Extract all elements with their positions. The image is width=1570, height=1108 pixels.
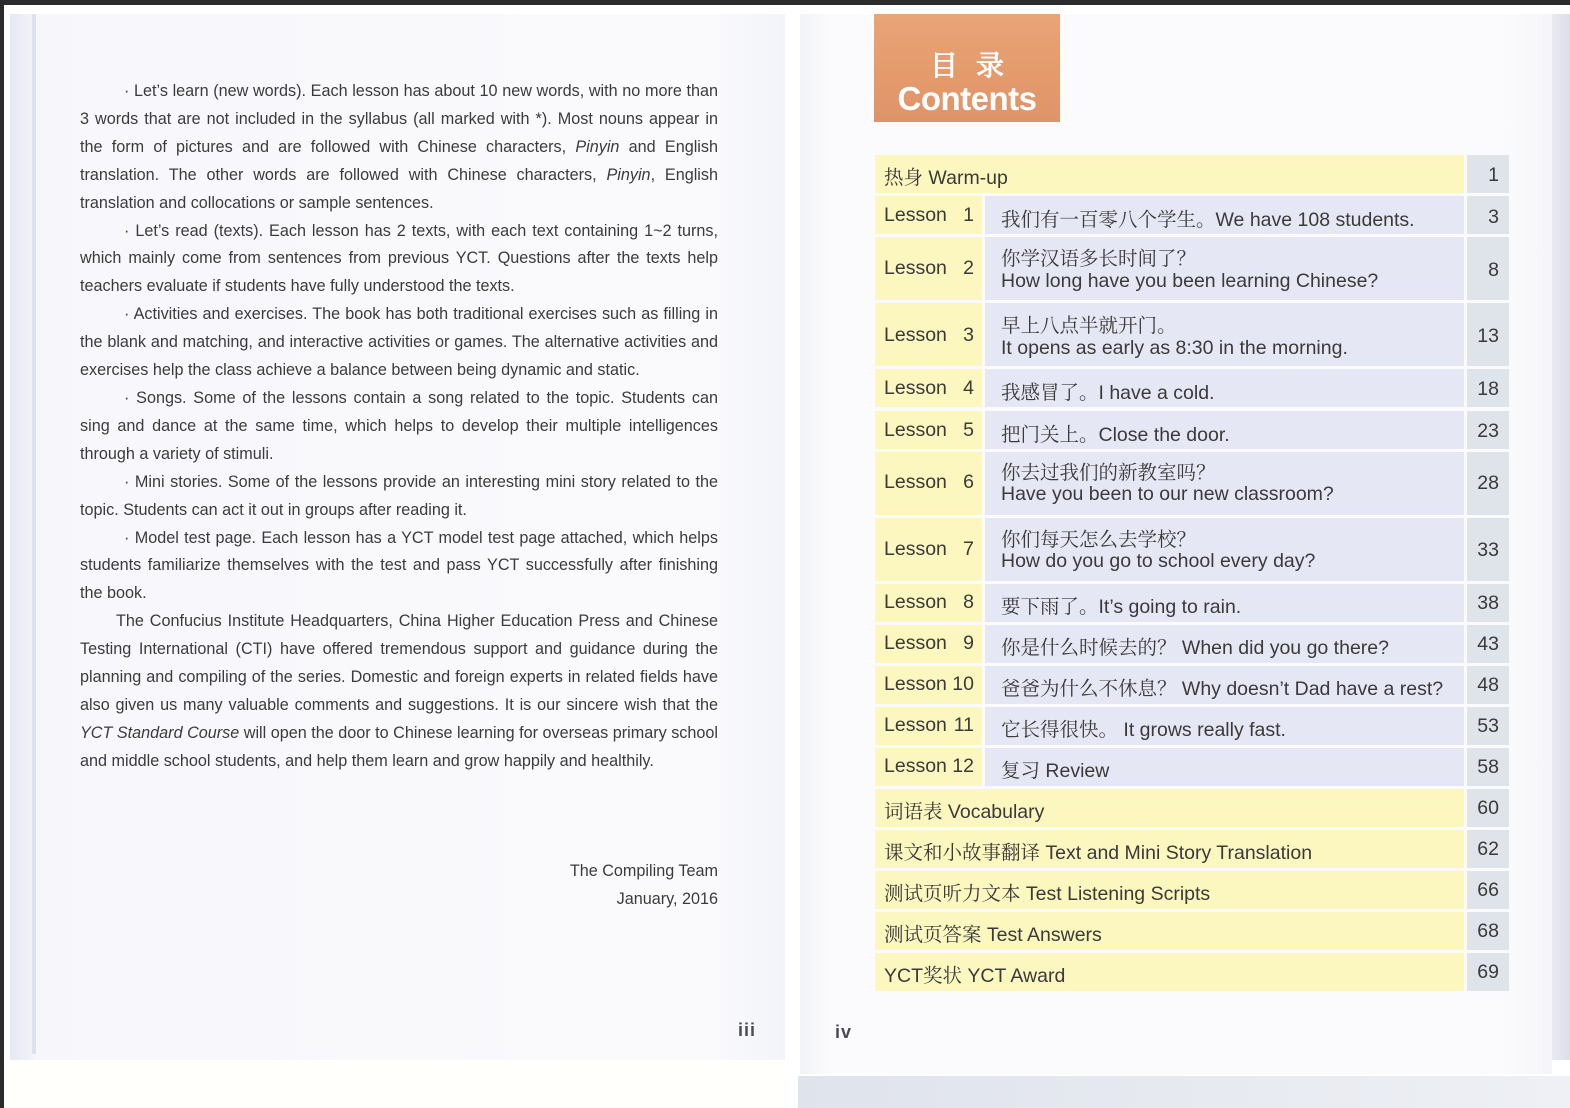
toc-lesson-number: 8 (963, 591, 974, 613)
toc-row-vocabulary[interactable] (875, 789, 1509, 827)
left-page-bottom-margin (10, 1060, 785, 1108)
toc-title: 热身 Warm-up (884, 167, 1008, 189)
toc-page-number: 68 (1477, 920, 1499, 942)
paragraph-lets-learn: · Let’s learn (new words). Each lesson has about 10 new words, with no more than 3 words that are not included in the syllabus (all marked with *). Most nouns appear in the form of pictures and are followed with Chinese characters, Pinyin and English translation. The other words are followed with Chinese characters, Pinyin, English translation and collocations or sample sentences. (80, 82, 718, 212)
toc-page-number: 69 (1477, 961, 1499, 983)
toc-row-test-answers[interactable] (875, 912, 1509, 950)
signature-team: The Compiling Team (569, 862, 718, 880)
toc-row-lesson-4[interactable] (875, 369, 1509, 407)
italic-pinyin: Pinyin (575, 137, 620, 156)
page-number-left: iii (738, 1020, 757, 1040)
toc-page-number: 48 (1477, 674, 1499, 696)
toc-lesson-label: Lesson (884, 377, 947, 399)
toc-title-english: How long have you been learning Chinese? (1001, 270, 1379, 292)
toc-lesson-label: Lesson (884, 204, 947, 226)
toc-title-chinese: 早上八点半就开门。 (1001, 315, 1177, 337)
toc-page-number: 33 (1477, 539, 1499, 561)
toc-title: 测试页答案 Test Answers (884, 924, 1102, 946)
toc-page-number: 18 (1477, 378, 1499, 400)
toc-lesson-number: 10 (952, 673, 974, 695)
toc-page-number: 1 (1488, 164, 1499, 186)
toc-page-number: 43 (1477, 633, 1499, 655)
toc-row-lesson-5[interactable] (875, 411, 1509, 449)
toc-lesson-label: Lesson (884, 257, 947, 279)
toc-title: 把门关上。Close the door. (1001, 424, 1230, 446)
toc-title: 爸爸为什么不休息？ Why doesn’t Dad have a rest? (1001, 678, 1444, 700)
toc-title: YCT奖状 YCT Award (884, 965, 1066, 987)
toc-page-number: 53 (1477, 715, 1499, 737)
toc-title-english: It opens as early as 8:30 in the morning. (1001, 337, 1348, 359)
toc-lesson-number: 9 (963, 632, 974, 654)
toc-lesson-number: 3 (963, 324, 974, 346)
toc-title: 它长得很快。 It grows really fast. (1001, 719, 1286, 741)
toc-page-number: 28 (1477, 472, 1499, 494)
italic-pinyin: Pinyin (606, 165, 651, 184)
paragraph-acknowledgements: The Confucius Institute Headquarters, China Higher Education Press and Chinese Testing International (CTI) have offered tremendous support and guidance during the planning and compiling of the series. Domestic and foreign experts in related fields have also given us many valuable comments and suggestions. It is our sincere wish that the YCT Standard Course will open the door to Chinese learning for overseas primary school and middle school students, and help them learn and grow happily and healthily. (80, 612, 718, 770)
toc-lesson-number: 2 (963, 257, 974, 279)
paragraph-mini-stories: · Mini stories. Some of the lessons provide an interesting mini story related to the topic. Students can act it out in groups after reading it. (80, 472, 718, 519)
contents-banner (874, 14, 1060, 122)
toc-row-lesson-6[interactable] (875, 452, 1509, 515)
toc-title: 我感冒了。I have a cold. (1001, 382, 1215, 404)
preface-body (80, 78, 718, 776)
toc-title: 要下雨了。It’s going to rain. (1001, 596, 1242, 618)
toc-row-yct-award[interactable] (875, 953, 1509, 991)
toc-lesson-label: Lesson (884, 471, 947, 493)
book-gutter (790, 14, 800, 1074)
right-page-bottom-margin (798, 1076, 1570, 1108)
toc-page-number: 66 (1477, 879, 1499, 901)
toc-row-lesson-1[interactable] (875, 196, 1509, 234)
page-number-right: iv (835, 1022, 853, 1042)
toc-lesson-number: 4 (963, 377, 974, 399)
toc-lesson-number: 7 (963, 538, 974, 560)
toc-row-lesson-7[interactable] (875, 518, 1509, 581)
paragraph-model-test: · Model test page. Each lesson has a YCT model test page attached, which helps students familiarize themselves with the test and pass YCT successfully after finishing the book. (80, 528, 718, 603)
toc-lesson-label: Lesson (884, 714, 947, 736)
toc-page-number: 58 (1477, 756, 1499, 778)
toc-row-lesson-11[interactable] (875, 707, 1509, 745)
toc-row-lesson-9[interactable] (875, 625, 1509, 663)
toc-title: 测试页听力文本 Test Listening Scripts (884, 883, 1211, 905)
toc-lesson-label: Lesson (884, 591, 947, 613)
toc-title: 我们有一百零八个学生。We have 108 students. (1001, 209, 1415, 231)
contents-banner-chinese: 目录 (929, 50, 1022, 81)
toc-lesson-number: 1 (963, 204, 974, 226)
toc-title: 复习 Review (1001, 760, 1110, 782)
toc-title: 词语表 Vocabulary (884, 801, 1045, 823)
toc-page-number: 38 (1477, 592, 1499, 614)
contents-banner-english: Contents (897, 80, 1037, 117)
toc-page-number: 13 (1477, 325, 1499, 347)
italic-book-title: YCT Standard Course (80, 723, 240, 742)
toc-lesson-label: Lesson (884, 538, 947, 560)
toc-lesson-number: 6 (963, 471, 974, 493)
toc-title-chinese: 你学汉语多长时间了？ (1001, 248, 1197, 270)
toc-title: 课文和小故事翻译 Text and Mini Story Translation (884, 842, 1313, 864)
toc-page-number: 23 (1477, 420, 1499, 442)
toc-row-lesson-8[interactable] (875, 584, 1509, 622)
paragraph-lets-read: · Let’s read (texts). Each lesson has 2 texts, with each text containing 1~2 turns, which mainly come from sentences from previous YCT. Questions after the texts help teachers evaluate if students have fully understood the texts. (80, 221, 718, 296)
toc-row-lesson-10[interactable] (875, 666, 1509, 704)
toc-row-translation[interactable] (875, 830, 1509, 868)
toc-page-number: 62 (1477, 838, 1499, 860)
signature-block (480, 858, 718, 913)
toc-page-number: 8 (1488, 259, 1499, 281)
page-fold-line (32, 14, 36, 1054)
right-page-edge (1552, 14, 1570, 1060)
toc-row-lesson-2[interactable] (875, 237, 1509, 300)
signature-date: January, 2016 (616, 889, 718, 908)
toc-title-english: Have you been to our new classroom? (1001, 483, 1334, 505)
toc-lesson-number: 5 (963, 419, 974, 441)
toc-lesson-label: Lesson (884, 755, 947, 777)
paragraph-songs: · Songs. Some of the lessons contain a song related to the topic. Students can sing and dance at the same time, which helps to develop their multiple intelligences through a variety of stimuli. (80, 388, 718, 463)
toc-row-warm-up[interactable] (875, 155, 1509, 193)
toc-title-english: How do you go to school every day? (1001, 550, 1316, 572)
toc-lesson-number: 11 (953, 714, 974, 736)
toc-title-chinese: 你去过我们的新教室吗？ (1001, 462, 1216, 484)
toc-lesson-number: 12 (952, 755, 974, 777)
toc-title: 你是什么时候去的？ When did you go there? (1001, 637, 1389, 659)
toc-lesson-label: Lesson (884, 673, 947, 695)
toc-page-number: 3 (1488, 206, 1499, 228)
paragraph-activities: · Activities and exercises. The book has both traditional exercises such as filling in the blank and matching, and interactive activities or games. The alternative activities and exercises help the class achieve a balance between being dynamic and static. (80, 305, 718, 380)
toc-row-lesson-3[interactable] (875, 303, 1509, 366)
toc-title-chinese: 你们每天怎么去学校？ (1001, 529, 1197, 551)
toc-lesson-label: Lesson (884, 324, 947, 346)
toc-row-lesson-12[interactable] (875, 748, 1509, 786)
toc-page-number: 60 (1477, 797, 1499, 819)
toc-row-listening-scripts[interactable] (875, 871, 1509, 909)
toc-lesson-label: Lesson (884, 632, 947, 654)
toc-lesson-label: Lesson (884, 419, 947, 441)
